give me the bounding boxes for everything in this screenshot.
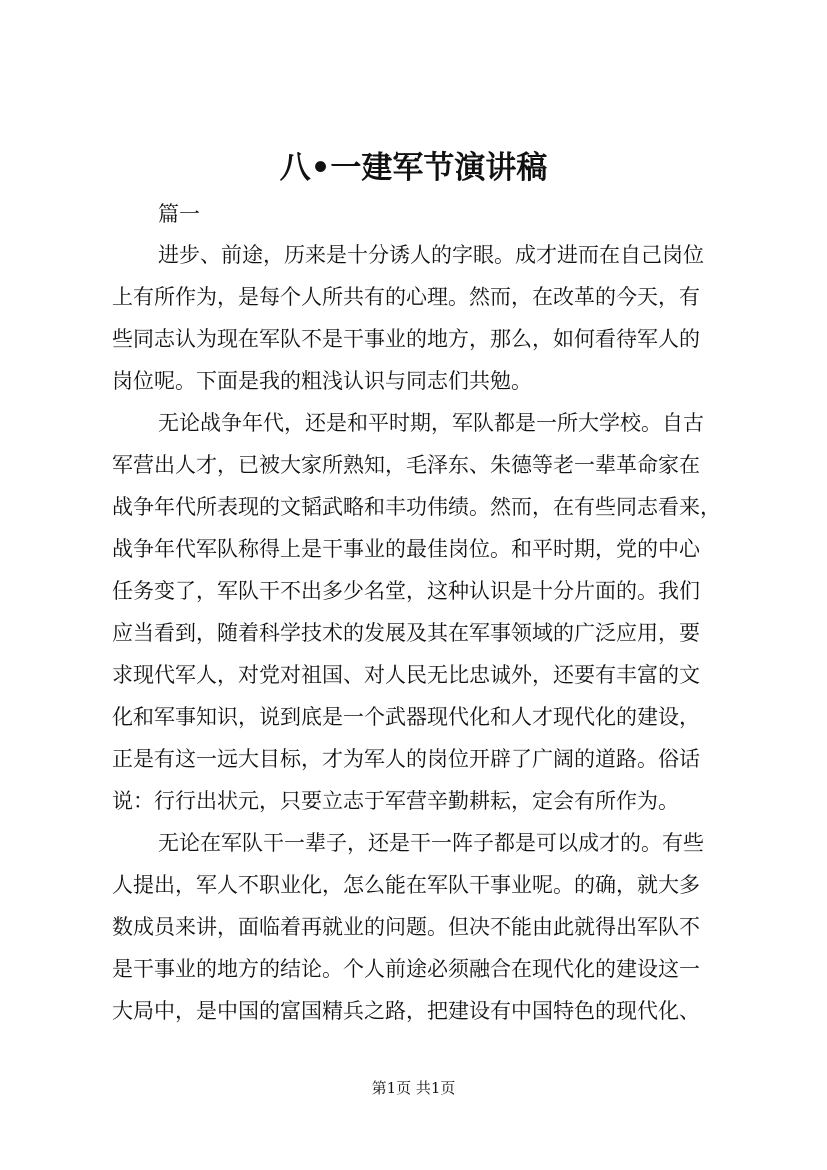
paragraph-line: 求现代军人，对党对祖国、对人民无比忠诚外，还要有丰富的文	[112, 663, 700, 687]
paragraph-line: 正是有这一远大目标，才为军人的岗位开辟了广阔的道路。俗话	[112, 747, 700, 771]
paragraph-line: 大局中，是中国的富国精兵之路，把建设有中国特色的现代化、	[112, 999, 700, 1023]
paragraph-line: 军营出人才，已被大家所熟知，毛泽东、朱德等老一辈革命家在	[112, 453, 700, 477]
section-label: 篇一	[158, 202, 200, 226]
page-number: 第1页 共1页	[371, 1079, 456, 1097]
paragraph-line: 任务变了，军队干不出多少名堂，这种认识是十分片面的。我们	[112, 579, 700, 603]
paragraph-line: 无论在军队干一辈子，还是干一阵子都是可以成才的。有些	[158, 831, 704, 855]
paragraph-line: 无论战争年代，还是和平时期，军队都是一所大学校。自古	[158, 411, 704, 435]
paragraph-line: 是干事业的地方的结论。个人前途必须融合在现代化的建设这一	[112, 957, 700, 981]
paragraph-line: 应当看到，随着科学技术的发展及其在军事领域的广泛应用，要	[112, 621, 700, 645]
document-title: 八•一建军节演讲稿	[279, 150, 548, 186]
paragraph-line: 数成员来讲，面临着再就业的问题。但决不能由此就得出军队不	[112, 915, 700, 939]
paragraph-line: 战争年代所表现的文韬武略和丰功伟绩。然而，在有些同志看来，	[112, 495, 721, 519]
paragraph-line: 进步、前途，历来是十分诱人的字眼。成才进而在自己岗位	[158, 243, 704, 267]
paragraph-line: 化和军事知识，说到底是一个武器现代化和人才现代化的建设，	[112, 705, 700, 729]
paragraph-line: 上有所作为，是每个人所共有的心理。然而，在改革的今天，有	[112, 285, 700, 309]
paragraph-line: 人提出，军人不职业化，怎么能在军队干事业呢。的确，就大多	[112, 873, 700, 897]
paragraph-line: 岗位呢。下面是我的粗浅认识与同志们共勉。	[112, 369, 532, 393]
paragraph-line: 些同志认为现在军队不是干事业的地方，那么，如何看待军人的	[112, 327, 700, 351]
paragraph-line: 说：行行出状元，只要立志于军营辛勤耕耘，定会有所作为。	[112, 789, 679, 813]
paragraph-line: 战争年代军队称得上是干事业的最佳岗位。和平时期，党的中心	[112, 537, 700, 561]
